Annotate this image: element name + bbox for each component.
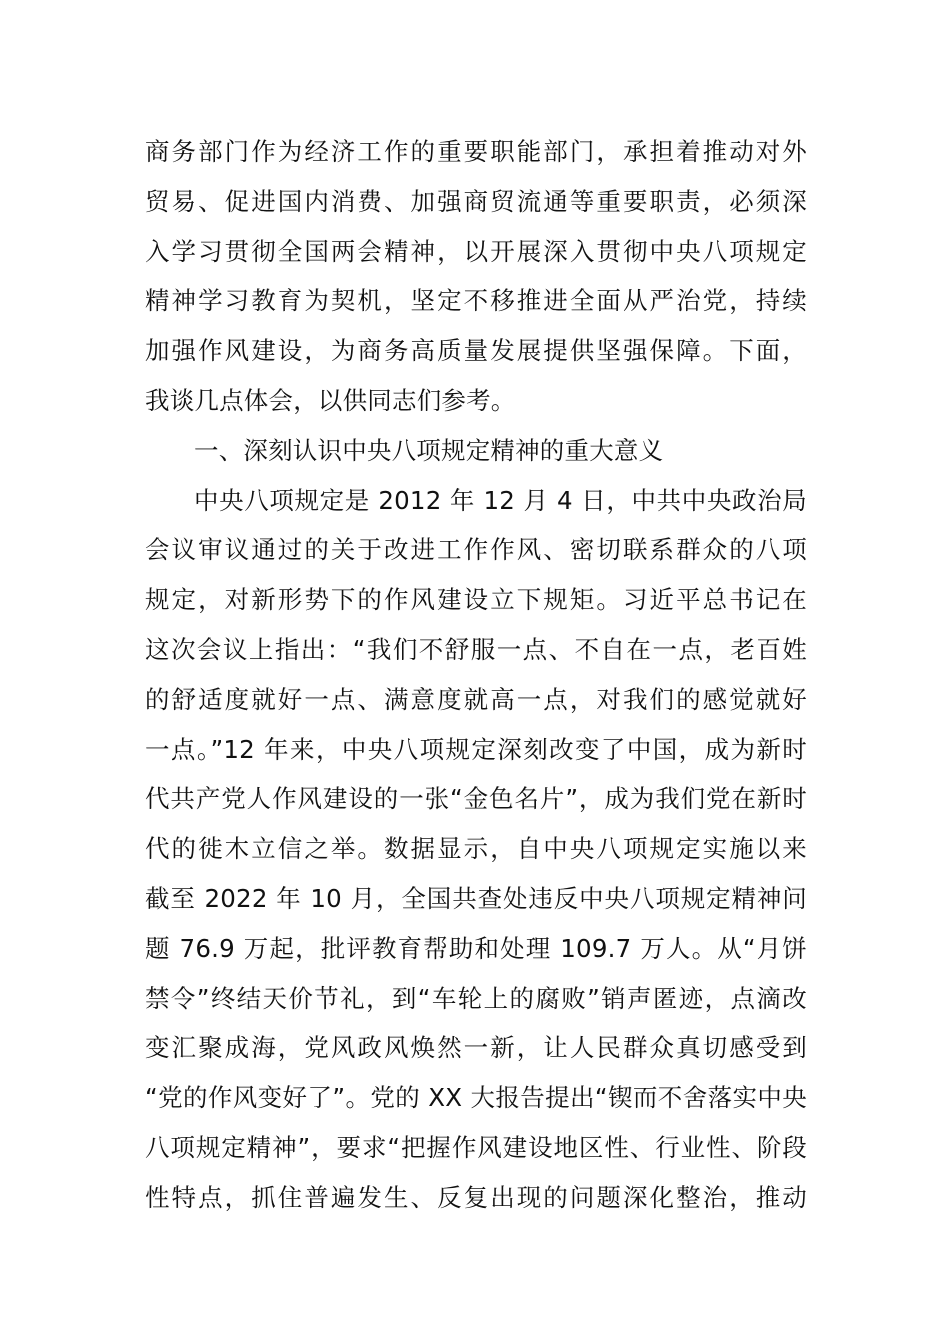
text-line: 题 76.9 万起，批评教育帮助和处理 109.7 万人。从“月饼 bbox=[145, 933, 807, 963]
text-line: 加强作风建设，为商务高质量发展提供坚强保障。下面， bbox=[145, 336, 807, 366]
text-line: 贸易、促进国内消费、加强商贸流通等重要职责，必须深 bbox=[145, 186, 807, 216]
text-line: 这次会议上指出：“我们不舒服一点、不自在一点，老百姓 bbox=[145, 634, 807, 664]
text-line: 变汇聚成海，党风政风焕然一新，让人民群众真切感受到 bbox=[145, 1033, 807, 1063]
text-line: 商务部门作为经济工作的重要职能部门，承担着推动对外 bbox=[145, 137, 807, 166]
section-heading: 一、深刻认识中央八项规定精神的重大意义 bbox=[194, 435, 664, 465]
text-line: 性特点，抓住普遍发生、反复出现的问题深化整治，推动 bbox=[145, 1182, 807, 1212]
text-line: 入学习贯彻全国两会精神，以开展深入贯彻中央八项规定 bbox=[145, 236, 807, 266]
text-line: 会议审议通过的关于改进工作作风、密切联系群众的八项 bbox=[145, 535, 807, 565]
text-line: 禁令”终结天价节礼，到“车轮上的腐败”销声匿迹，点滴改 bbox=[145, 983, 807, 1013]
text-line: 规定，对新形势下的作风建设立下规矩。习近平总书记在 bbox=[145, 585, 807, 615]
document-body bbox=[145, 127, 807, 1223]
text-line: 中央八项规定是 2012 年 12 月 4 日，中共中央政治局 bbox=[194, 485, 807, 515]
text-line: 八项规定精神”，要求“把握作风建设地区性、行业性、阶段 bbox=[145, 1132, 807, 1162]
text-line: 截至 2022 年 10 月，全国共查处违反中央八项规定精神问 bbox=[145, 883, 807, 913]
text-line: 的舒适度就好一点、满意度就高一点，对我们的感觉就好 bbox=[145, 684, 807, 714]
text-line: 代共产党人作风建设的一张“金色名片”，成为我们党在新时 bbox=[145, 784, 807, 814]
text-line: 一点。”12 年来，中央八项规定深刻改变了中国，成为新时 bbox=[145, 734, 807, 764]
text-line: 精神学习教育为契机，坚定不移推进全面从严治党，持续 bbox=[145, 286, 807, 316]
text-line: “党的作风变好了”。党的 XX 大报告提出“锲而不舍落实中央 bbox=[145, 1083, 807, 1113]
text-line: 我谈几点体会，以供同志们参考。 bbox=[145, 385, 516, 415]
text-line: 代的徙木立信之举。数据显示，自中央八项规定实施以来 bbox=[145, 834, 807, 864]
